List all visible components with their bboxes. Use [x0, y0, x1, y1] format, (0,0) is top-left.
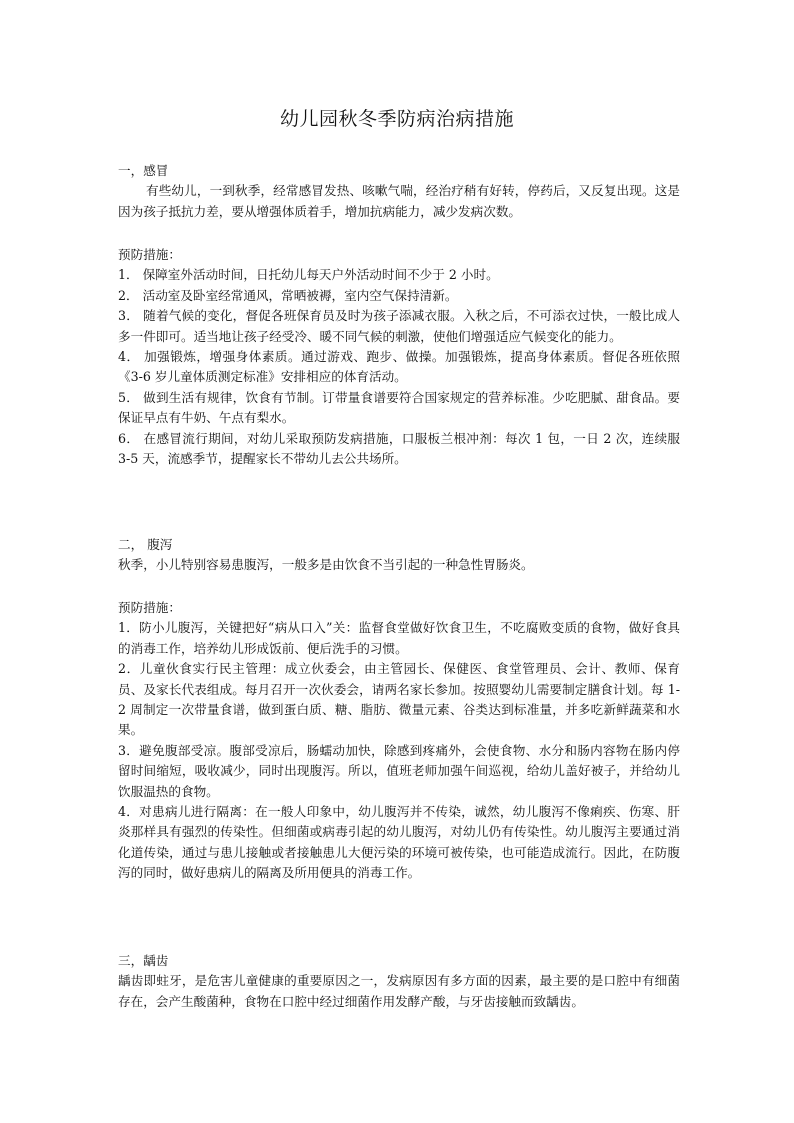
- list-item: 6． 在感冒流行期间，对幼儿采取预防发病措施，口服板兰根冲剂：每次 1 包，一日 2 次，连续服 3-5 天，流感季节，提醒家长不带幼儿去公共场所。: [118, 430, 680, 467]
- prevention-list-cold: [118, 245, 680, 469]
- list-item: 3． 随着气候的变化，督促各班保育员及时为孩子添减衣服。入秋之后，不可添衣过快，一般比成人多一件即可。适当地让孩子经受冷、暖不同气候的刺激，使他们增强适应气候变化的能力。: [118, 308, 680, 344]
- list-item: 3．避免腹部受凉。腹部受凉后，肠蠕动加快，除感到疼痛外，会使食物、水分和肠内容物在肠内停留时间缩短，吸收减少，同时出现腹泻。所以，值班老师加强午间巡视，给幼儿盖好被子，并给幼儿饮服温热的食物。: [118, 742, 680, 799]
- document-title: 幼儿园秋冬季防病治病措施: [279, 108, 514, 130]
- prevention-label: 预防措施：: [118, 247, 181, 262]
- section-intro: 龋齿即蛀牙，是危害儿童健康的重要原因之一，发病原因有多方面的因素，最主要的是口腔中有细菌存在，会产生酸菌种，食物在口腔中经过细菌作用发酵产酸，与牙齿接触而致龋齿。: [118, 973, 680, 1009]
- section-diarrhea: [118, 535, 680, 576]
- section-heading: 一，感冒: [118, 163, 169, 178]
- section-intro: 秋季，小儿特别容易患腹泻，一般多是由饮食不当引起的一种急性胃肠炎。: [118, 557, 534, 573]
- list-item: 5． 做到生活有规律，饮食有节制。订带量食谱要符合国家规定的营养标准。少吃肥腻、甜食品。要保证早点有牛奶、午点有梨水。: [118, 389, 680, 426]
- list-item: 4． 加强锻炼，增强身体素质。通过游戏、跑步、做操。加强锻炼，提高身体素质。督促各班依照《3-6 岁儿童体质测定标准》安排相应的体育活动。: [118, 349, 680, 385]
- section-heading: 二， 腹泻: [118, 537, 173, 552]
- section-cold: [118, 161, 680, 222]
- list-item: 4．对患病儿进行隔离：在一般人印象中，幼儿腹泻并不传染，诚然，幼儿腹泻不像痢疾、伤寒、肝炎那样具有强烈的传染性。但细菌或病毒引起的幼儿腹泻，对幼儿仍有传染性。幼儿腹泻主要通过消化道传染，通过与患儿接触或者接触患儿大便污染的环境可被传染，也可能造成流行。因此，在防腹泻的同时，做好患病儿的隔离及所用便具的消毒工作。: [118, 804, 680, 881]
- list-item: 2．儿童伙食实行民主管理：成立伙委会，由主管园长、保健医、食堂管理员、会计、教师、保育员、及家长代表组成。每月召开一次伙委会，请两名家长参加。按照婴幼儿需要制定膳食计划。每 1-2 周制定一次带量食谱，做到蛋白质、糖、脂肪、微量元素、谷类达到标准量，并多吃新鲜蔬菜和水果。: [118, 661, 680, 738]
- section-intro: 有些幼儿，一到秋季，经常感冒发热、咳嗽气喘，经治疗稍有好转，停药后，又反复出现。这是因为孩子抵抗力差，要从增强体质着手，增加抗病能力，减少发病次数。: [118, 183, 680, 219]
- list-item: 2． 活动室及卧室经常通风，常晒被褥，室内空气保持清新。: [118, 287, 458, 303]
- section-heading: 三，龋齿: [118, 953, 169, 968]
- section-caries: [118, 951, 680, 1012]
- list-item: 1．防小儿腹泻，关键把好“病从口入”关：监督食堂做好饮食卫生，不吃腐败变质的食物，做好食具的消毒工作，培养幼儿形成饭前、便后洗手的习惯。: [118, 620, 680, 656]
- prevention-list-diarrhea: [118, 598, 680, 884]
- list-item: 1． 保障室外活动时间，日托幼儿每天户外活动时间不少于 2 小时。: [118, 267, 499, 283]
- prevention-label: 预防措施：: [118, 600, 181, 615]
